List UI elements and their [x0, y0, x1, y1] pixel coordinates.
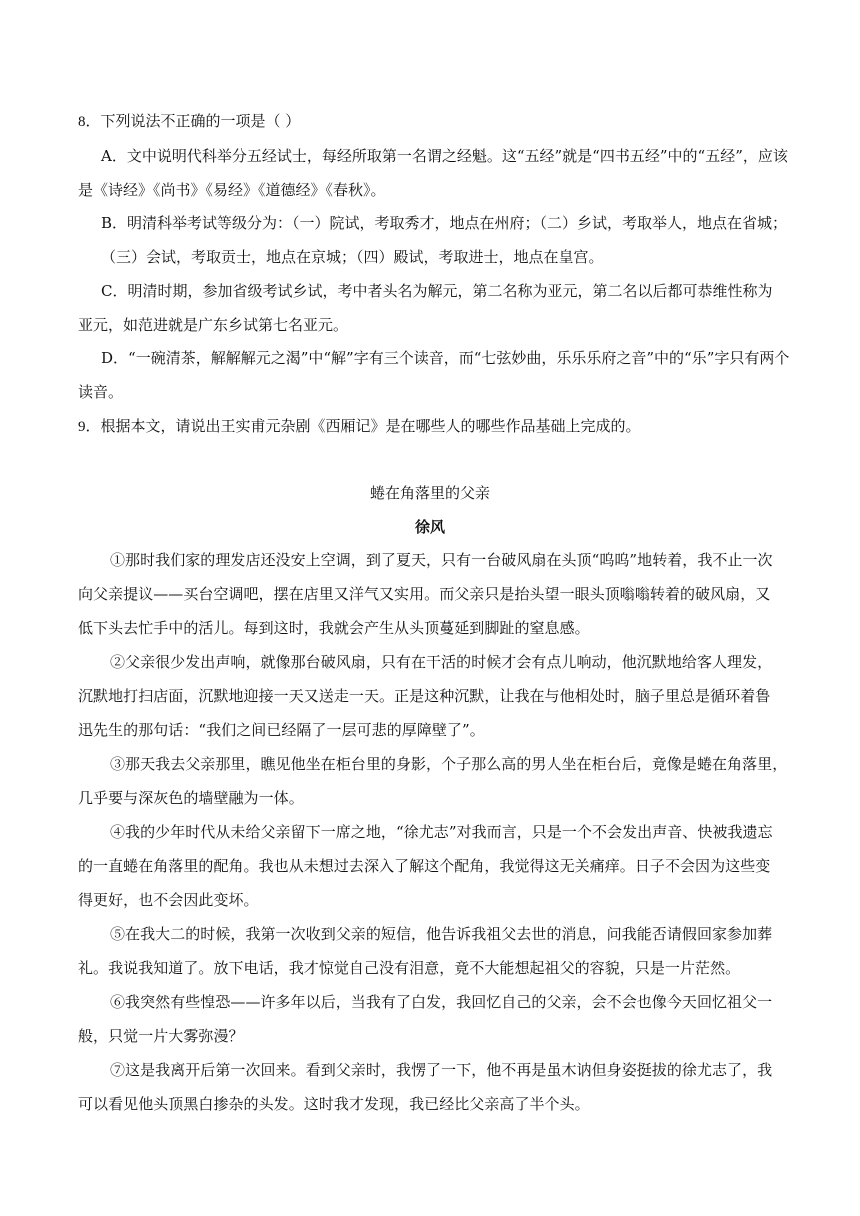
question-9-text: ．根据本文，请说出王实甫元杂剧《西厢记》是在哪些人的哪些作品基础上完成的。: [85, 417, 641, 435]
paragraph-2-line-1: ②父亲很少发出声响，就像那台破风扇，只有在干活的时候才会有点儿响动，他沉默地给客人理发，: [110, 653, 773, 671]
paragraph-1-line-2: 向父亲提议——买台空调吧，摆在店里又洋气又实用。而父亲只是抬头望一眼头顶嗡嗡转着的破风扇，又: [78, 585, 771, 603]
option-b-line-2: （三）会试，考取贡士，地点在京城；（四）殿试，考取进士，地点在皇宫。: [101, 248, 604, 266]
option-c-line-1: [101, 281, 773, 301]
option-c-label: C: [101, 282, 113, 300]
question-9-stem: [78, 416, 641, 437]
paragraph-5-line-1: ⑤在我大二的时候，我第一次收到父亲的短信，他告诉我祖父去世的消息，问我能否请假回家参加葬: [110, 925, 773, 943]
paragraph-1-line-3: 低下头去忙手中的活儿。每到这时，我就会产生从头顶蔓延到脚趾的窒息感。: [78, 619, 590, 637]
article-author: 徐风: [414, 518, 445, 536]
option-a-text-1: ．文中说明代科举分五经试士，每经所取第一名谓之经魁。这“五经”就是“四书五经”中的“五经”，应该: [111, 147, 788, 165]
paragraph-2-line-3: 迅先生的那句话：“我们之间已经隔了一层可悲的厚障壁了”。: [78, 721, 485, 739]
paragraph-4-line-2: 的一直蜷在角落里的配角。我也从未想过去深入了解这个配角，我觉得这无关痛痒。日子不会因为这些变: [78, 857, 771, 875]
paragraph-4-line-3: 得更好，也不会因此变坏。: [78, 891, 259, 909]
question-8-stem: [78, 111, 300, 132]
question-9-number: 9: [78, 419, 86, 435]
question-8-text: ．下列说法不正确的一项是（ ）: [85, 112, 301, 130]
paragraph-6-line-1: ⑥我突然有些惶恐——许多年以后，当我有了白发，我回忆自己的父亲，会不会也像今天回忆祖父一: [110, 993, 773, 1011]
option-a-line-2: 是《诗经》《尚书》《易经》《道德经》《春秋》。: [78, 181, 386, 199]
option-b-text-1: ．明清科举考试等级分为：（一）院试，考取秀才，地点在州府；（二）乡试，考取举人，地点在省城；: [112, 214, 788, 232]
paragraph-1-line-1: ①那时我们家的理发店还没安上空调，到了夏天，只有一台破风扇在头顶“呜呜”地转着，我不止一次: [110, 551, 773, 569]
paragraph-3-line-2: 几乎要与深灰色的墙壁融为一体。: [78, 789, 304, 807]
paragraph-7-line-1: ⑦这是我离开后第一次回来。看到父亲时，我愣了一下，他不再是虽木讷但身姿挺拔的徐尤志了，我: [110, 1061, 773, 1079]
paragraph-5-line-2: 礼。我说我知道了。放下电话，我才惊觉自己没有泪意，竟不大能想起祖父的容貌，只是一片茫然。: [78, 959, 741, 977]
paragraph-2-line-2: 沉默地打扫店面，沉默地迎接一天又送走一天。正是这种沉默，让我在与他相处时，脑子里总是循环着鲁: [78, 687, 771, 705]
option-b-label: B: [101, 214, 113, 232]
option-d-line-1: [101, 348, 789, 368]
paragraph-7-line-2: 可以看见他头顶黑白掺杂的头发。这时我才发现，我已经比父亲高了半个头。: [78, 1095, 590, 1113]
question-8-number: 8: [78, 114, 86, 130]
option-c-line-2: 亚元，如范进就是广东乡试第七名亚元。: [78, 316, 349, 334]
paragraph-3-line-1: ③那天我去父亲那里，瞧见他坐在柜台里的身影，个子那么高的男人坐在柜台后，竟像是蜷在角落里，: [110, 755, 788, 773]
option-a-label: A: [101, 147, 112, 165]
article-title: 蜷在角落里的父亲: [369, 484, 490, 502]
option-d-label: D: [101, 349, 114, 367]
paragraph-6-line-2: 般，只觉一片大雾弥漫？: [78, 1027, 244, 1045]
option-b-line-1: [101, 213, 787, 233]
paragraph-4-line-1: ④我的少年时代从未给父亲留下一席之地，“徐尤志”对我而言，只是一个不会发出声音、快被我遗忘: [110, 823, 773, 841]
option-d-line-2: 读音。: [78, 383, 124, 401]
option-c-text-1: ．明清时期，参加省级考试乡试，考中者头名为解元，第二名称为亚元，第二名以后都可恭维性称为: [112, 282, 773, 300]
option-a-line-1: [101, 146, 788, 166]
option-d-text-1: ．“一碗清茶，解解解元之渴”中“解”字有三个读音，而“七弦妙曲，乐乐乐府之音”中的“乐”字只有两个: [113, 349, 790, 367]
